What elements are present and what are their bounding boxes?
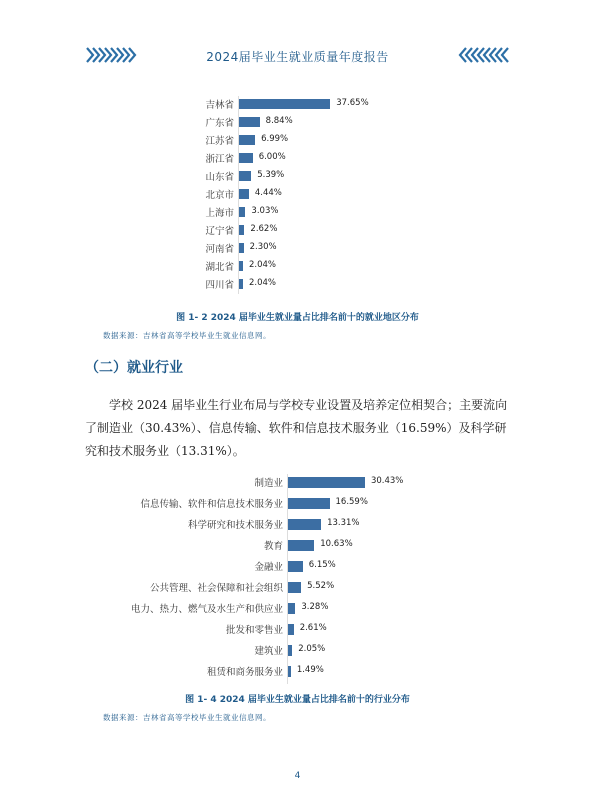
chart2-source: 数据来源：吉林省高等学校毕业生就业信息网。 (103, 713, 271, 722)
bar-category-label: 广东省 (205, 118, 234, 129)
bar-value-label: 2.04% (248, 260, 276, 270)
bar-value-label: 2.05% (298, 644, 326, 654)
section-paragraph (85, 394, 515, 463)
bar (238, 135, 255, 145)
bar-value-label: 4.44% (254, 188, 282, 198)
bar-value-label: 16.59% (335, 497, 368, 507)
header-chevron-right-icon (458, 47, 510, 63)
bar-value-label: 2.30% (249, 242, 277, 252)
bar-value-label: 5.39% (257, 170, 285, 180)
chart1-caption: 图 1- 2 2024 届毕业生就业量占比排名前十的就业地区分布 (176, 313, 419, 323)
bar-value-label: 3.28% (301, 602, 329, 612)
bar-category-label: 山东省 (205, 172, 234, 183)
bar-category-label: 四川省 (205, 280, 234, 291)
bar-category-label: 金融业 (254, 562, 283, 573)
bar-category-label: 教育 (263, 541, 283, 552)
bar (238, 153, 253, 163)
bar (287, 498, 330, 509)
bar (287, 477, 365, 488)
header-title: 2024届毕业生就业质量年度报告 (206, 50, 389, 64)
bar (287, 624, 294, 635)
bar-value-label: 2.62% (250, 224, 278, 234)
bar-category-label: 批发和零售业 (225, 625, 283, 636)
bar-value-label: 10.63% (320, 539, 353, 549)
bar-value-label: 37.65% (336, 98, 369, 108)
bar-value-label: 1.49% (296, 665, 324, 675)
bar (238, 171, 251, 181)
bar-value-label: 6.00% (258, 152, 286, 162)
bar-category-label: 北京市 (205, 190, 234, 201)
region-bar-chart (0, 96, 595, 296)
bar (238, 207, 245, 217)
bar-value-label: 30.43% (370, 476, 404, 486)
bar (238, 99, 330, 109)
bar (287, 519, 321, 530)
bar-category-label: 上海市 (205, 208, 234, 219)
bar (287, 582, 301, 593)
industry-bar-chart (0, 474, 595, 684)
bar-value-label: 2.04% (248, 278, 276, 288)
bar (238, 189, 249, 199)
chart2-caption: 图 1- 4 2024 届毕业生就业量占比排名前十的行业分布 (185, 695, 410, 705)
bar-category-label: 辽宁省 (205, 226, 234, 237)
bar-value-label: 5.52% (307, 581, 335, 591)
paragraph-text: 学校 2024 届毕业生行业布局与学校专业设置及培养定位相契合；主要流向了制造业（30.43%）、信息传输、软件和信息技术服务业（16.59%）及科学研究和技术服务业（13.31%）。 (85, 398, 508, 458)
bar-category-label: 租赁和商务服务业 (206, 667, 283, 678)
bar-value-label: 13.31% (327, 518, 360, 528)
bar-value-label: 8.84% (265, 116, 293, 126)
section-title: （二）就业行业 (85, 360, 183, 376)
bar-value-label: 6.15% (308, 560, 336, 570)
axis-line (287, 474, 288, 684)
bar-value-label: 6.99% (261, 134, 289, 144)
chart1-source: 数据来源：吉林省高等学校毕业生就业信息网。 (103, 331, 271, 340)
bar (287, 603, 295, 614)
bar-category-label: 江苏省 (205, 136, 234, 147)
bar-category-label: 河南省 (205, 244, 234, 255)
axis-line (238, 96, 239, 294)
bar-category-label: 制造业 (254, 478, 283, 489)
bar-value-label: 2.61% (299, 623, 327, 633)
bar-category-label: 湖北省 (205, 262, 234, 273)
bar-category-label: 浙江省 (205, 154, 234, 165)
bar-category-label: 科学研究和技术服务业 (187, 520, 283, 531)
page-number: 4 (294, 771, 301, 781)
bar-category-label: 吉林省 (205, 100, 234, 111)
bar-category-label: 信息传输、软件和信息技术服务业 (140, 499, 283, 510)
bar-value-label: 3.03% (251, 206, 279, 216)
bar (287, 561, 303, 572)
bar-category-label: 建筑业 (254, 646, 283, 657)
bar (287, 540, 314, 551)
bar-category-label: 电力、热力、燃气及水生产和供应业 (130, 604, 283, 615)
bar-category-label: 公共管理、社会保障和社会组织 (149, 583, 283, 594)
bar (238, 117, 260, 127)
